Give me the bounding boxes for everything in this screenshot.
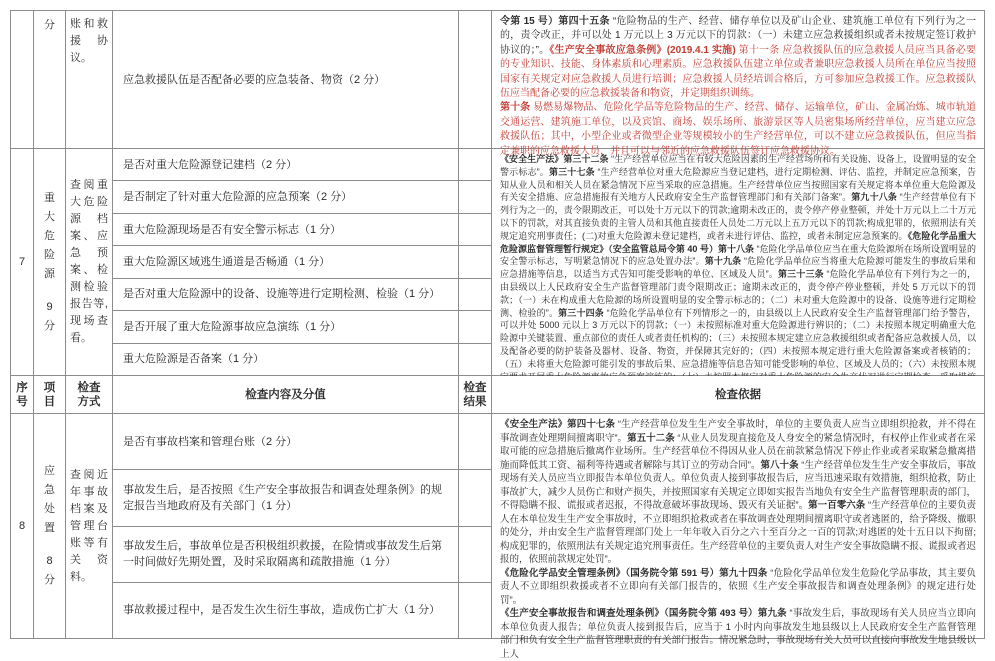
header-project: 项目 — [34, 376, 66, 413]
header-content: 检查内容及分值 — [113, 376, 459, 413]
check-item-cell — [113, 11, 459, 148]
check-item-text: 是否有事故档案和管理台账（2 分） — [123, 435, 298, 448]
check-item-cell — [113, 470, 459, 525]
check-item-cell — [113, 214, 459, 245]
check-result-cell — [459, 414, 491, 469]
check-item-cell — [113, 311, 459, 342]
project-cell — [34, 11, 66, 148]
check-item-row — [113, 279, 491, 311]
check-item-row — [113, 311, 491, 343]
check-result-cell — [459, 149, 491, 180]
method-cell — [66, 414, 113, 638]
method-cell — [66, 149, 113, 375]
project-cell — [34, 149, 66, 375]
check-item-text: 是否对重大危险源中的设备、设施等进行定期检测、检验（1 分） — [123, 288, 441, 301]
basis-cell: 《安全生产法》第四十七条 “生产经营单位发生生产安全事故时，单位的主要负责人应当立即组织抢救，并不得在事故调查处理期间擅离职守”。第五十二条 “从业人员发现直接危及人身安全的紧急情况时，有权停止作业或者在采取可能的应急措施后撤离作业场所。生产经营单位不得因从业人员在前款紧急情况下停止作业或者采取紧急撤离措施而降低其工资、福利等待遇或者解除与其订立的劳动合同”。第八十条 “生产经营单位发生生产安全事故后，事故现场有关人员应当立即报告本单位负责人。单位负责人接到事故报告后，应当迅速采取有效措施，组织抢救，防止事故扩大，减少人员伤亡和财产损失，并按照国家有关规定立即如实报告当地负有安全生产监督管理职责的部门，不得隐瞒不报、谎报或者迟报，不得故意破坏事故现场、毁灭有关证据”。第一百零六条 “生产经营单位的主要负责人在本单位发生生产安全事故时，不立即组织抢救或者在事故调查处理期间擅离职守或者逃匿的，给予降级、撤职的处分，并由安全生产监督管理部门处上一年年收入百分之六十至百分之一百的罚款;对逃匿的处十五日以下拘留;构成犯罪的，依照刑法有关规定追究刑事责任。生产经营单位的主要负责人对生产安全事故隐瞒不报、谎报或者迟报的，依照前款规定处罚”。 《危险化学品安全管理条例》（国务院令第 591 号）第九十四条 “危险化学品单位发生危险化学品事故，其主要负责人不立即组织救援或者不立即向有关部门报告的，依照《生产安全事故报告和调查处理条例》的规定进行处罚”。 《生产安全事故报告和调查处理条例》（国务院令第 493 号）第九条 “事故发生后，事故现场有关人员应当立即向本单位负责人报告；单位负责人接到报告后，应当于 1 小时内向事故发生地县级以上人民政府安全生产监督管理部门和负有安全生产监督管理职责的有关部门报告。情况紧急时，事故现场有关人员可以直接向事故发生地县级以上人 — [500, 419, 977, 660]
project-score: 8分 — [44, 555, 55, 586]
check-item-row — [113, 214, 491, 246]
inspection-checklist-table — [10, 10, 985, 660]
check-item-row — [113, 470, 491, 526]
check-result-cell — [459, 279, 491, 310]
check-item-row — [113, 344, 491, 375]
check-item-cell — [113, 279, 459, 310]
check-item-text: 重大危险源区域逃生通道是否畅通（1 分） — [123, 255, 331, 268]
check-item-text: 事故发生后，是否按照《生产安全事故报告和调查处理条例》的规定报告当地政府及有关部门（1 分） — [123, 483, 442, 512]
check-item-cell — [113, 414, 459, 469]
method-text: 账和救援协议。 — [70, 18, 108, 64]
content-column — [113, 149, 492, 375]
project-text: 分 — [44, 19, 55, 31]
table-row-continued — [11, 11, 984, 157]
header-result: 检查结果 — [459, 376, 492, 413]
header-basis: 检查依据 — [715, 388, 761, 401]
check-item-text: 重大危险源现场是否有安全警示标志（1 分） — [123, 223, 342, 236]
check-item-row — [113, 246, 491, 278]
check-item-cell — [113, 527, 459, 582]
check-item-cell — [113, 149, 459, 180]
project-score: 9分 — [44, 300, 55, 332]
check-result-cell — [459, 344, 491, 375]
check-item-cell — [113, 344, 459, 375]
check-item-cell — [113, 583, 459, 638]
check-item-cell — [113, 246, 459, 277]
seq-cell — [11, 11, 34, 148]
check-result-cell — [459, 11, 491, 148]
check-item-text: 事故救援过程中，是否发生次生衍生事故，造成伤亡扩大（1 分） — [123, 604, 441, 617]
check-result-cell — [459, 311, 491, 342]
header-seq: 序号 — [11, 376, 34, 413]
project-cell — [34, 414, 66, 638]
seq-cell: 7 — [11, 149, 34, 375]
content-column — [113, 11, 492, 148]
seq-cell: 8 — [11, 414, 34, 638]
check-result-cell — [459, 583, 491, 638]
project-name: 重大危险源 — [44, 191, 55, 280]
check-item-cell — [113, 181, 459, 212]
check-item-row — [113, 527, 491, 583]
table-row-7 — [11, 149, 984, 376]
table-header-row — [11, 376, 984, 414]
check-item-row — [113, 181, 491, 213]
content-column — [113, 414, 492, 638]
project-name: 应急处置 — [44, 465, 55, 534]
check-item-row — [113, 11, 491, 148]
method-cell — [66, 11, 113, 148]
check-item-text: 是否对重大危险源登记建档（2 分） — [123, 158, 298, 171]
check-item-text: 应急救援队伍是否配备必要的应急装备、物资（2 分） — [123, 73, 386, 86]
check-result-cell — [459, 214, 491, 245]
method-text: 查阅重大危险源档案、应急预案、检测检验报告等,现场查看。 — [70, 179, 108, 344]
check-item-text: 重大危险源是否备案（1 分） — [123, 353, 265, 366]
check-item-row — [113, 414, 491, 470]
check-result-cell — [459, 181, 491, 212]
check-item-text: 是否开展了重大危险源事故应急演练（1 分） — [123, 320, 342, 333]
check-item-text: 事故发生后，事故单位是否积极组织救援，在险情或事故发生后第一时间做好先期处置，及时采取隔离和疏散措施（1 分） — [123, 540, 442, 569]
check-item-text: 是否制定了针对重大危险源的应急预案（2 分） — [123, 191, 353, 204]
header-method: 检查方式 — [66, 376, 113, 413]
check-item-row — [113, 149, 491, 181]
table-row-8 — [11, 414, 984, 660]
basis-cell: 《安全生产法》第三十二条 “生产经营单位应当在有较大危险因素的生产经营场所和有关设施、设备上，设置明显的安全警示标志”。第三十七条 “生产经营单位对重大危险源应当登记建档，进行定期检测、评估、监控，并制定应急预案，告知从业人员和相关人员在紧急情况下应当采取的应急措施。生产经营单位应当按照国家有关规定将本单位重大危险源及有关安全措施、应急措施报有关地方人民政府安全生产监督管理部门和有关部门备案”。第九十八条 “生产经营单位有下列行为之一的，责令限期改正，可以处十万元以下的罚款;逾期未改正的，责令停产停业整顿，并处十万元以上二十万元以下的罚款，对其直接负责的主管人员和其他直接责任人员处二万元以上五万元以下的罚款;构成犯罪的，依照刑法有关规定追究刑事责任；(二)对重大危险源未登记建档，或者未进行评估、监控，或者未制定应急预案的。《危险化学品重大危险源监督管理暂行规定》（安全监管总局令第 40 号）第十八条 “危险化学品单位应当在重大危险源所在场所设置明显的安全警示标志，写明紧急情况下的应急处置办法”。第十九条 “危险化学品单位应当将重大危险源可能发生的事故后果和应急措施等信息，以适当方式告知可能受影响的单位、区域及人员”。第三十三条 “危险化学品单位有下列行为之一的，由县级以上人民政府安全生产监督管理部门责令限期改正；逾期未改正的，责令停产停业整顿，并处 5 万元以下的罚款；（一）未在构成重大危险源的场所设置明显的安全警示标志的；（二）未对重大危险源中的设备、设施等进行定期检测、检验的”。第三十四条 “危险化学品单位有下列情形之一的，由县级以上人民政府安全生产监督管理部门给予警告，可以并处 5000 元以上 3 万元以下的罚款；（一）未按照标准对重大危险源进行辨识的；（二）未按照本规定明确重大危险源中关键装置、重点部位的责任人或者责任机构的；（三）未按照本规定建立应急救援组织或者配备应急救援人员，以及配备必要的防护装备及器材、设备、物资，并保障其完好的；（四）未按照本规定进行重大危险源备案或者核销的；（五）未将重大危险源可能引发的事故后果、应急措施等信息告知可能受影响的单位、区域及人员的；（六）未按照本规 — [500, 154, 977, 369]
check-item-row — [113, 583, 491, 638]
basis-cell: 令第 15 号）第四十五条 “危险物品的生产、经营、储存单位以及矿山企业、建筑施工单位有下列行为之一的，责令改正，并可以处 1 万元以上 3 万元以下的罚款：（一）未建立应急救援组织或者未按规定签订救护协议的；”。《生产安全事故应急条例》(2019.4.1 实施) 第十一条 应急救援队伍的应急救援人员应当具备必要的专业知识、技能、身体素质和心理素质。应急救援队伍建立单位或者兼职应急救援人员所在单位应当按照国家有关规定对应急救援人员进行培训；应急救援人员经培训合格后，方可参加应急救援工作。应急救援队伍应当配备必要的应急救援装备和物资，并定期组织训练。 第十条 易燃易爆物品、危险化学品等危险物品的生产、经营、储存、运输单位，矿山、金属冶炼、城市轨道交通运营、建筑施工单位，以及宾馆、商场、娱乐场所、旅游景区等人员密集场所经营单位，应当建立应急救援队伍；其中，小型企业或者微型企业等规模较小的生产经营单位，可以不建立应急救援队伍，但应当指定兼职的应急救援人员，并且可以与邻近的应急救援队伍签订应急救援协议。 — [500, 16, 977, 157]
check-result-cell — [459, 527, 491, 582]
method-text: 查阅近年事故档案及管理台账等有关资料。 — [70, 468, 108, 583]
check-result-cell — [459, 246, 491, 277]
check-result-cell — [459, 470, 491, 525]
